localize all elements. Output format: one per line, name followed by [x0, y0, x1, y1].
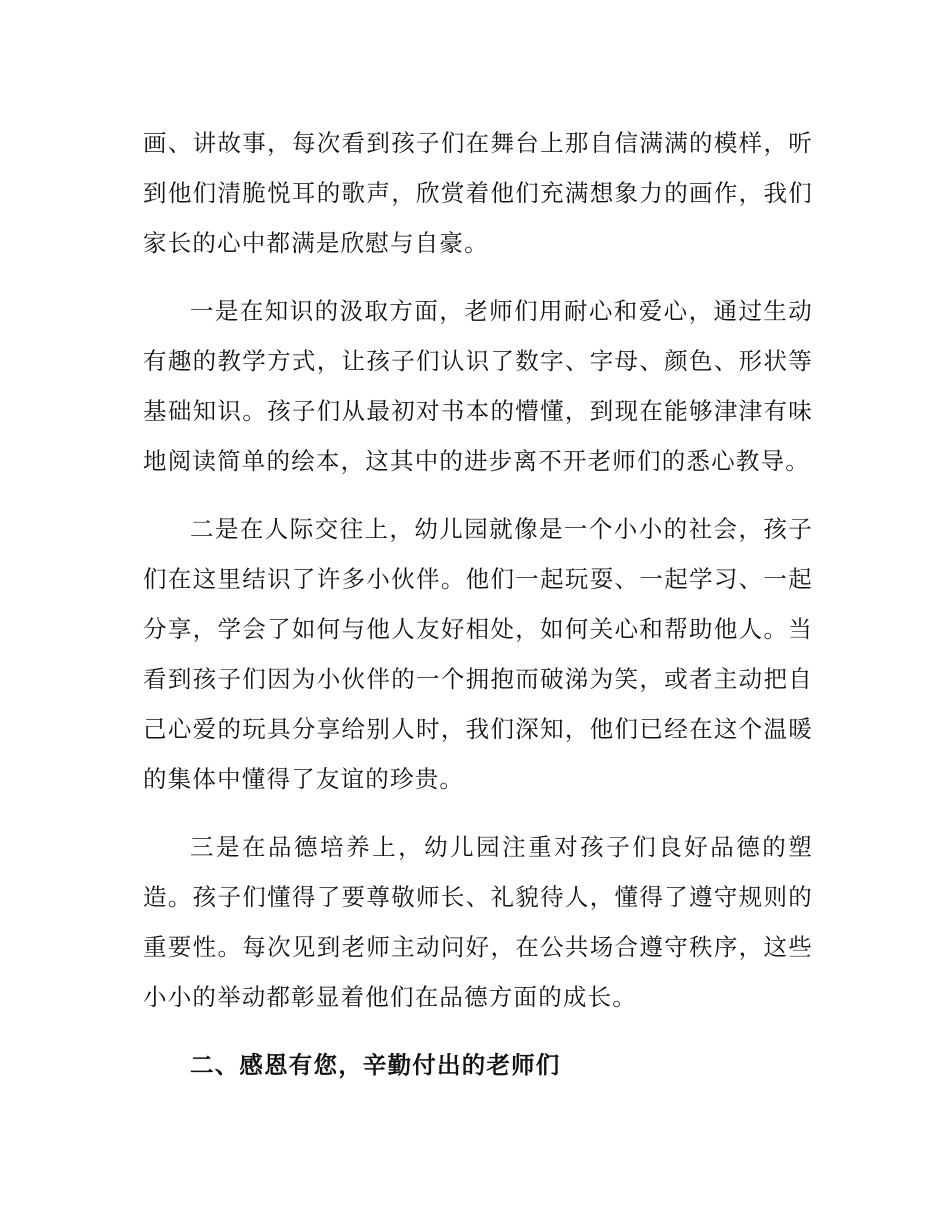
paragraph-morality: 三是在品德培养上，幼儿园注重对孩子们良好品德的塑造。孩子们懂得了要尊敬师长、礼貌待人，懂得了遵守规则的重要性。每次见到老师主动问好，在公共场合遵守秩序，这些小小的举动都彰显着他们在品德方面的成长。 [143, 833, 813, 1011]
section-heading: 二、感恩有您，辛勤付出的老师们 [190, 1051, 561, 1079]
paragraph-continuation: 画、讲故事，每次看到孩子们在舞台上那自信满满的模样，听到他们清脆悦耳的歌声，欣赏着他们充满想象力的画作，我们家长的心中都满是欣慰与自豪。 [143, 129, 813, 257]
paragraph-social: 二是在人际交往上，幼儿园就像是一个小小的社会，孩子们在这里结识了许多小伙伴。他们一起玩耍、一起学习、一起分享，学会了如何与他人友好相处，如何关心和帮助他人。当看到孩子们因为小伙伴的一个拥抱而破涕为笑，或者主动把自己心爱的玩具分享给别人时，我们深知，他们已经在这个温暖的集体中懂得了友谊的珍贵。 [143, 515, 813, 793]
document-body [143, 118, 813, 1090]
paragraph-knowledge: 一是在知识的汲取方面，老师们用耐心和爱心，通过生动有趣的教学方式，让孩子们认识了数字、字母、颜色、形状等基础知识。孩子们从最初对书本的懵懂，到现在能够津津有味地阅读简单的绘本，这其中的进步离不开老师们的悉心教导。 [143, 297, 813, 475]
